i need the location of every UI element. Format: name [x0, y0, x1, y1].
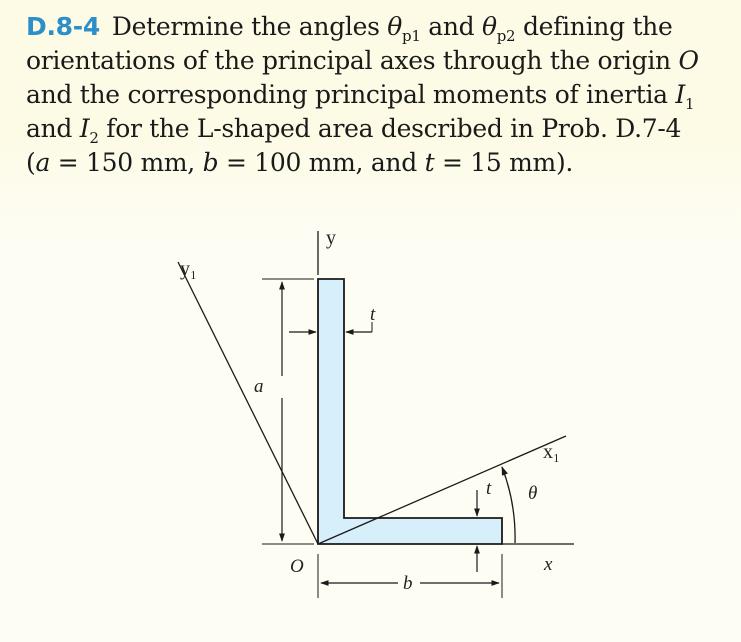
label-y1: y₁: [180, 258, 197, 280]
problem-text-fragment: orientations of the principal axes through the origin: [26, 46, 679, 75]
problem-text-fragment: (: [26, 148, 36, 177]
problem-text-fragment: = 100 mm, and: [218, 148, 425, 177]
problem-text-fragment: for the L-shaped area described in Prob. D.7-4: [98, 114, 682, 143]
problem-text-fragment: Determine the angles: [111, 12, 388, 41]
theta-arc: [502, 467, 515, 543]
problem-text-fragment: = 150 mm,: [50, 148, 203, 177]
problem-text-fragment: θ: [387, 12, 403, 41]
problem-text-fragment: I: [79, 114, 90, 143]
label-b: b: [403, 573, 413, 594]
problem-text-fragment: 1: [684, 95, 695, 113]
label-a: a: [254, 376, 264, 397]
label-x: x: [544, 554, 553, 575]
problem-text-fragment: θ: [481, 12, 497, 41]
problem-text-fragment: = 15 mm).: [434, 148, 574, 177]
problem-text-fragment: p2: [496, 27, 516, 45]
label-t-right: t: [486, 478, 492, 499]
problem-text-fragment: and: [420, 12, 482, 41]
problem-text-fragment: and: [26, 114, 80, 143]
y1-axis: [178, 262, 318, 544]
label-t-top: t: [370, 304, 376, 325]
problem-text-fragment: O: [678, 46, 699, 75]
problem-text-fragment: defining the: [515, 12, 673, 41]
problem-text-fragment: I: [675, 80, 685, 109]
problem-text-fragment: p1: [402, 27, 421, 45]
label-x1: x₁: [543, 441, 560, 463]
problem-number: D.8-4: [26, 12, 100, 41]
problem-text-fragment: 2: [89, 129, 99, 147]
problem-text-fragment: t: [424, 148, 435, 177]
label-origin: O: [290, 556, 304, 577]
label-theta: θ: [528, 483, 538, 504]
problem-text-fragment: b: [202, 148, 219, 177]
problem-text-fragment: a: [35, 148, 51, 177]
label-y: y: [326, 227, 336, 249]
problem-text-fragment: and the corresponding principal moments of inertia: [26, 80, 676, 109]
